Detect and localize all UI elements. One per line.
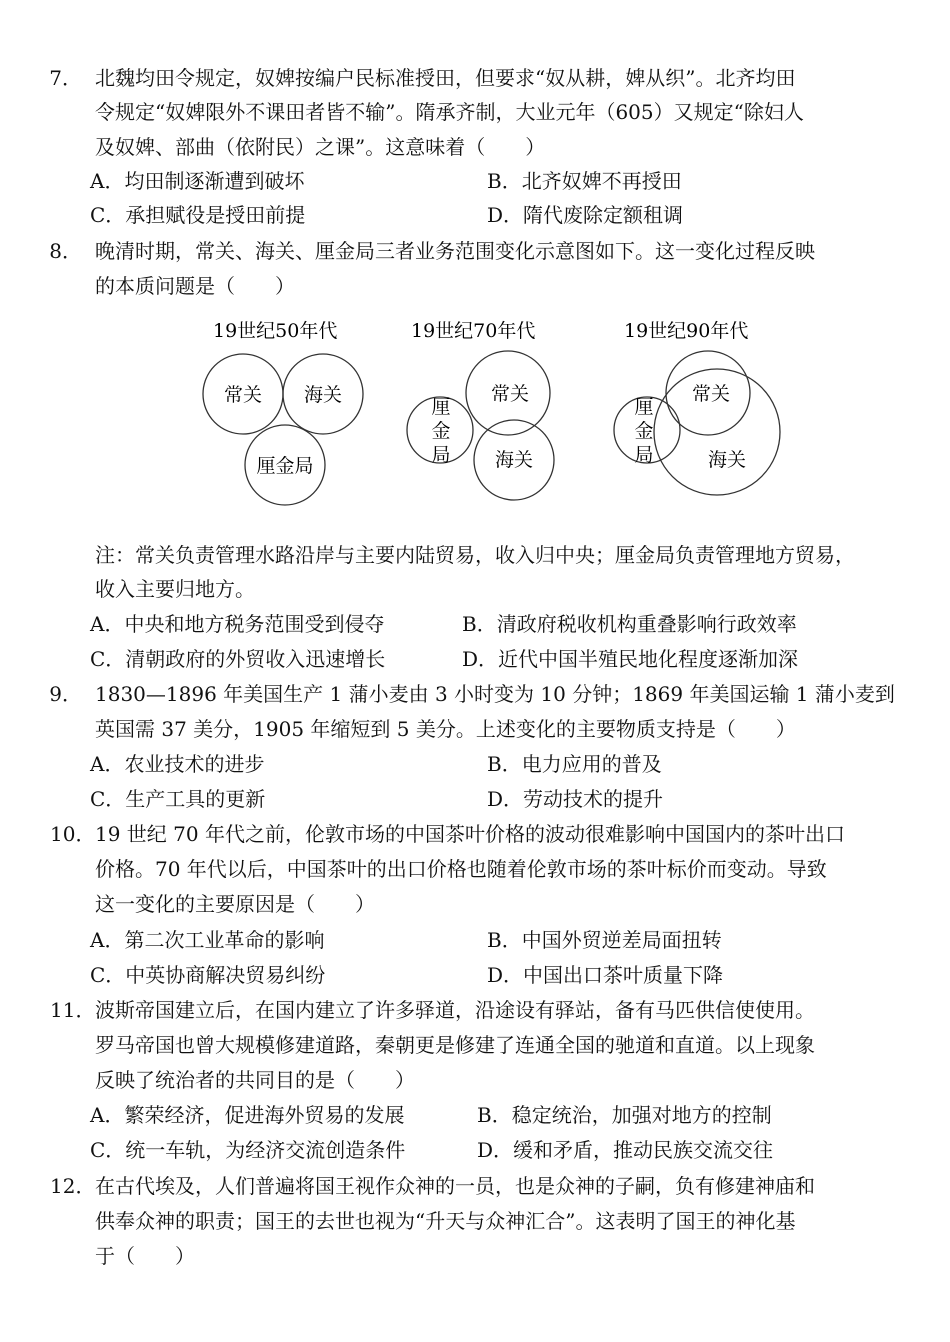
question-7-line-1: 北魏均田令规定，奴婢按编户民标准授田，但要求“奴从耕，婢从织”。北齐均田	[95, 66, 796, 90]
question-11-option-a[interactable]: A．繁荣经济，促进海外贸易的发展	[90, 1103, 405, 1127]
question-11-option-b[interactable]: B．稳定统治，加强对地方的控制	[477, 1103, 772, 1127]
question-8-option-d[interactable]: D．近代中国半殖民地化程度逐渐加深	[462, 647, 799, 671]
question-10-number: 10．	[50, 822, 96, 846]
panel-3-lijin-label: 厘金局	[634, 396, 654, 466]
question-7-option-c[interactable]: C．承担赋役是授田前提	[90, 203, 306, 227]
question-10-option-c[interactable]: C．中英协商解决贸易纠纷	[90, 963, 326, 987]
question-8-line-2: 的本质问题是（ ）	[95, 274, 295, 298]
panel-3-changguan-label: 常关	[691, 383, 731, 405]
question-11-line-3: 反映了统治者的共同目的是（ ）	[95, 1068, 415, 1092]
panel-1-lijin-label: 厘金局	[256, 455, 314, 477]
question-8-note-line-1: 注：常关负责管理水路沿岸与主要内陆贸易，收入归中央；厘金局负责管理地方贸易，	[95, 543, 855, 567]
panel-1-haiguan-label: 海关	[303, 384, 343, 406]
question-12-line-1: 在古代埃及，人们普遍将国王视作众神的一员，也是众神的子嗣，负有修建神庙和	[95, 1174, 815, 1198]
question-8-option-b[interactable]: B．清政府税收机构重叠影响行政效率	[462, 612, 797, 636]
question-9-option-d[interactable]: D．劳动技术的提升	[487, 787, 664, 811]
question-10-option-a[interactable]: A．第二次工业革命的影响	[90, 928, 325, 952]
question-7-option-a[interactable]: A．均田制逐渐遭到破坏	[90, 169, 305, 193]
question-9-option-a[interactable]: A．农业技术的进步	[90, 752, 265, 776]
question-7-option-d[interactable]: D．隋代废除定额租调	[487, 203, 684, 227]
panel-2-title: 19世纪70年代	[411, 320, 536, 342]
question-8-number: 8．	[49, 239, 82, 263]
question-11-option-d[interactable]: D．缓和矛盾，推动民族交流交往	[477, 1138, 774, 1162]
venn-diagram	[190, 312, 790, 512]
question-9-option-c[interactable]: C．生产工具的更新	[90, 787, 266, 811]
panel-1-changguan-label: 常关	[223, 384, 263, 406]
question-10-line-1: 19 世纪 70 年代之前，伦敦市场的中国茶叶价格的波动很难影响中国国内的茶叶出口	[95, 822, 845, 846]
question-12-number: 12．	[50, 1174, 96, 1198]
panel-1-title: 19世纪50年代	[213, 320, 338, 342]
question-8-option-a[interactable]: A．中央和地方税务范围受到侵夺	[90, 612, 385, 636]
panel-2-haiguan-label: 海关	[494, 449, 534, 471]
question-10-line-2: 价格。70 年代以后，中国茶叶的出口价格也随着伦敦市场的茶叶标价而变动。导致	[95, 857, 827, 881]
question-11-option-c[interactable]: C．统一车轨，为经济交流创造条件	[90, 1138, 406, 1162]
panel-2-changguan-label: 常关	[490, 383, 530, 405]
question-12-line-3: 于（ ）	[95, 1244, 195, 1268]
question-8-option-c[interactable]: C．清朝政府的外贸收入迅速增长	[90, 647, 386, 671]
question-7-number: 7．	[49, 66, 82, 90]
question-9-line-1: 1830—1896 年美国生产 1 蒲小麦由 3 小时变为 10 分钟；1869 年美国运输 1 蒲小麦到	[95, 682, 895, 706]
question-12-line-2: 供奉众神的职责；国王的去世也视为“升天与众神汇合”。这表明了国王的神化基	[95, 1209, 796, 1233]
panel-3-haiguan-label: 海关	[707, 449, 747, 471]
panel-2-lijin-label: 厘金局	[431, 396, 451, 466]
question-11-line-1: 波斯帝国建立后，在国内建立了许多驿道，沿途设有驿站，备有马匹供信使使用。	[95, 998, 815, 1022]
panel-3-title: 19世纪90年代	[624, 320, 749, 342]
question-8-line-1: 晚清时期，常关、海关、厘金局三者业务范围变化示意图如下。这一变化过程反映	[95, 239, 815, 263]
question-9-line-2: 英国需 37 美分，1905 年缩短到 5 美分。上述变化的主要物质支持是（ ）	[95, 717, 796, 741]
question-10-line-3: 这一变化的主要原因是（ ）	[95, 892, 375, 916]
question-9-number: 9．	[49, 682, 82, 706]
question-10-option-d[interactable]: D．中国出口茶叶质量下降	[487, 963, 724, 987]
question-7-option-b[interactable]: B．北齐奴婢不再授田	[487, 169, 682, 193]
question-11-number: 11．	[50, 998, 96, 1022]
question-7-line-3: 及奴婢、部曲（依附民）之课”。这意味着（ ）	[95, 135, 546, 159]
question-10-option-b[interactable]: B．中国外贸逆差局面扭转	[487, 928, 722, 952]
question-11-line-2: 罗马帝国也曾大规模修建道路，秦朝更是修建了连通全国的驰道和直道。以上现象	[95, 1033, 815, 1057]
question-7-line-2: 令规定“奴婢限外不课田者皆不输”。隋承齐制，大业元年（605）又规定“除妇人	[95, 100, 804, 124]
question-9-option-b[interactable]: B．电力应用的普及	[487, 752, 662, 776]
question-8-note-line-2: 收入主要归地方。	[95, 577, 255, 601]
